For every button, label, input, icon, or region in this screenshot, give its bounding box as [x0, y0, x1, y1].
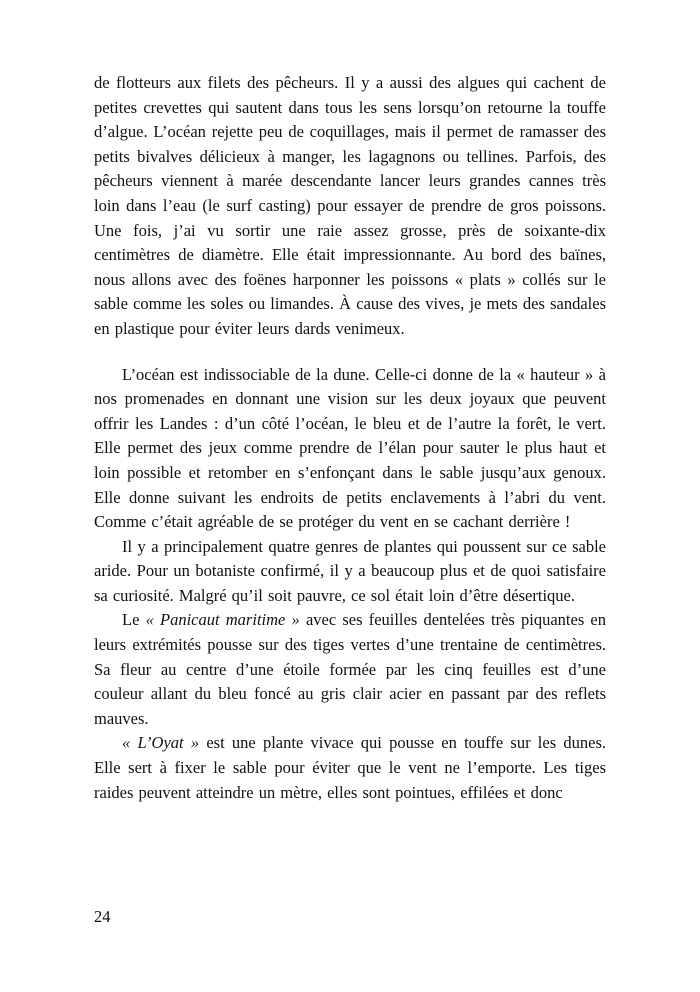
italic-text-run: « L’Oyat »: [122, 733, 200, 753]
italic-text-run: « Panicaut maritime »: [145, 610, 300, 630]
paragraph: [94, 731, 606, 805]
text-run: L’océan est indissociable de la dune. Celle-ci donne de la « hauteur » à nos promenades en donnant une vision sur les deux joyaux que peuvent offrir les Landes : d’un côté l’océan, le bleu et de l’autre la forêt, le vert. Elle permet des jeux comme prendre de l’élan pour sauter le plus haut et loin possible et retomber en s’enfonçant dans le sable jusqu’aux genoux. Elle donne suivant les endroits de petits enclavements à l’abri du vent. Comme c’était agréable de se protéger du vent en se cachant derrière !: [94, 364, 606, 532]
text-run: est une plante vivace qui pousse en touffe sur les dunes. Elle sert à fixer le sable pour éviter que le vent ne l’emporte. Les tiges raides peuvent atteindre un mètre, elles sont pointues, effilées et donc: [94, 733, 606, 802]
text-run: avec ses feuilles dentelées très piquantes en leurs extrémités pousse sur des tiges vertes d’une trentaine de centimètres. Sa fleur au centre d’une étoile formée par les cinq feuilles est d’une couleur allant du bleu foncé au gris clair acier en passant par des reflets mauves.: [94, 610, 606, 728]
paragraph: [94, 608, 606, 731]
paragraph: [94, 363, 606, 535]
text-run: Le: [122, 610, 146, 630]
text-run: Il y a principalement quatre genres de plantes qui poussent sur ce sable aride. Pour un botaniste confirmé, il y a beaucoup plus et de quoi satisfaire sa curiosité. Malgré qu’il soit pauvre, ce sol était loin d’être désertique.: [94, 536, 606, 605]
page-number: 24: [94, 907, 111, 926]
text-run: de flotteurs aux filets des pêcheurs. Il y a aussi des algues qui cachent de petites crevettes qui sautent dans tous les sens lorsqu’on retourne la touffe d’algue. L’océan rejette peu de coquillages, mais il permet de ramasser des petits bivalves délicieux à manger, les lagagnons ou tellines. Parfois, des pêcheurs viennent à marée descendante lancer leurs grandes cannes très loin dans l’eau (le surf casting) pour essayer de prendre de gros poissons. Une fois, j’ai vu sortir une raie assez grosse, près de soixante-dix centimètres de diamètre. Elle était impressionnante. Au bord des baïnes, nous allons avec des foënes harponner les poissons « plats » collés sur le sable comme les soles ou limandes. À cause des vives, je mets des sandales en plastique pour éviter leurs dards venimeux.: [94, 73, 606, 338]
paragraph: [94, 71, 606, 342]
paragraph: [94, 535, 606, 609]
page-text: [94, 71, 606, 805]
